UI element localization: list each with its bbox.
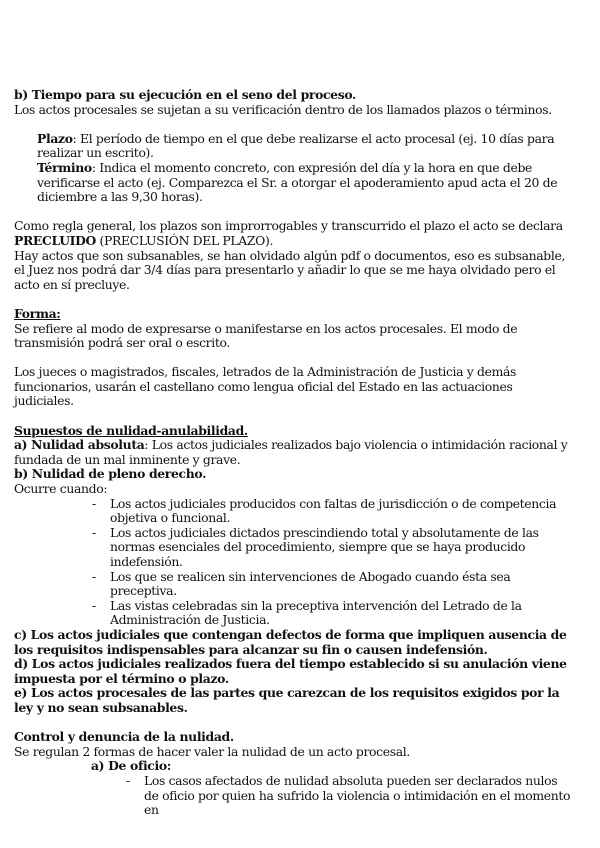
de-oficio-heading: a) De oficio: [91,758,171,774]
dash-marker: - [92,568,96,584]
list-item: - Los que se realicen sin intervenciones de Abogado cuando ésta sea preceptiva. [92,568,511,599]
list-item: - Los actos judiciales producidos con faltas de jurisdicción o de competencia objetiva o funcional. [92,495,557,526]
forma-heading: Forma: [14,305,61,321]
section-b-intro: Los actos procesales se sujetan a su verificación dentro de los llamados plazos o términos. [14,101,552,117]
dash-marker: - [126,772,130,788]
control-heading: Control y denuncia de la nulidad. [14,729,234,745]
list-item: - Los actos judiciales dictados prescindiendo total y absolutamente de las normas esenciales del procedimiento, siempre que se haya producido indefensión. [92,524,539,569]
termino-label: Término [37,159,92,175]
nulidad-d: d) Los actos judiciales realizados fuera del tiempo establecido si su anulación viene impuesta por el término o plazo. [14,656,567,686]
nulidad-absoluta: a) Nulidad absoluta: Los actos judiciales realizados bajo violencia o intimidación racional y fundada de un mal inminente y grave. [14,437,568,467]
subsanables-paragraph: Hay actos que son subsanables, se han olvidado algún pdf o documentos, eso es subsanable, el Juez nos podrá dar 3/4 días para presentarlo y añadir lo que se me haya olvidado pero el acto en sí precluye. [14,247,566,292]
list-item: - Los casos afectados de nulidad absoluta pueden ser declarados nulos de oficio por quien ha sufrido la violencia o intimidación en el momento en [126,772,571,818]
dash-marker: - [92,597,96,613]
forma-text: Se refiere al modo de expresarse o manifestarse en los actos procesales. El modo de transmisión podrá ser oral o escrito. [14,320,518,351]
control-intro: Se regulan 2 formas de hacer valer la nulidad de un acto procesal. [14,743,410,759]
nulidad-heading: Supuestos de nulidad-anulabilidad. [14,422,248,438]
termino-definition [14,161,574,205]
plazo-definition [14,132,574,161]
plazo-label: Plazo [37,130,73,146]
plazo-text: : El período de tiempo en el que debe realizarse el acto procesal (ej. 10 días para realizar un escrito). [37,130,555,161]
nulidad-c: c) Los actos judiciales que contengan defectos de forma que impliquen ausencia de los requisitos indispensables para alcanzar su fin o causen indefensión. [14,626,567,657]
nulidad-list [14,497,574,628]
section-b-heading: b) Tiempo para su ejecución en el seno del proceso. [14,87,356,102]
nulidad-e: e) Los actos procesales de las partes que carezcan de los requisitos exigidos por la ley y no sean subsanables. [14,685,560,715]
nulidad-pleno-derecho-heading: b) Nulidad de pleno derecho. [14,466,207,482]
ocurre-cuando: Ocurre cuando: [14,481,108,497]
dash-marker: - [92,524,96,540]
lengua-paragraph: Los jueces o magistrados, fiscales, letrados de la Administración de Justicia y demás funcionarios, usarán el castellano como lengua oficial del Estado en las actuaciones judiciales. [14,364,517,409]
dash-marker: - [92,495,96,511]
regla-general: Como regla general, los plazos son improrrogables y transcurrido el plazo el acto se declara PRECLUIDO (PRECLUSIÓN DEL PLAZO). [14,218,563,248]
list-item: - Las vistas celebradas sin la preceptiva intervención del Letrado de la Administración de Justicia. [92,597,522,628]
document-body [14,88,574,818]
termino-text: : Indica el momento concreto, con expresión del día y la hora en que debe verificarse el acto (ej. Comparezca el Sr. a otorgar el apoderamiento apud acta el 20 de diciembre a las 9,30 horas). [37,159,558,205]
de-oficio-list [14,774,574,818]
